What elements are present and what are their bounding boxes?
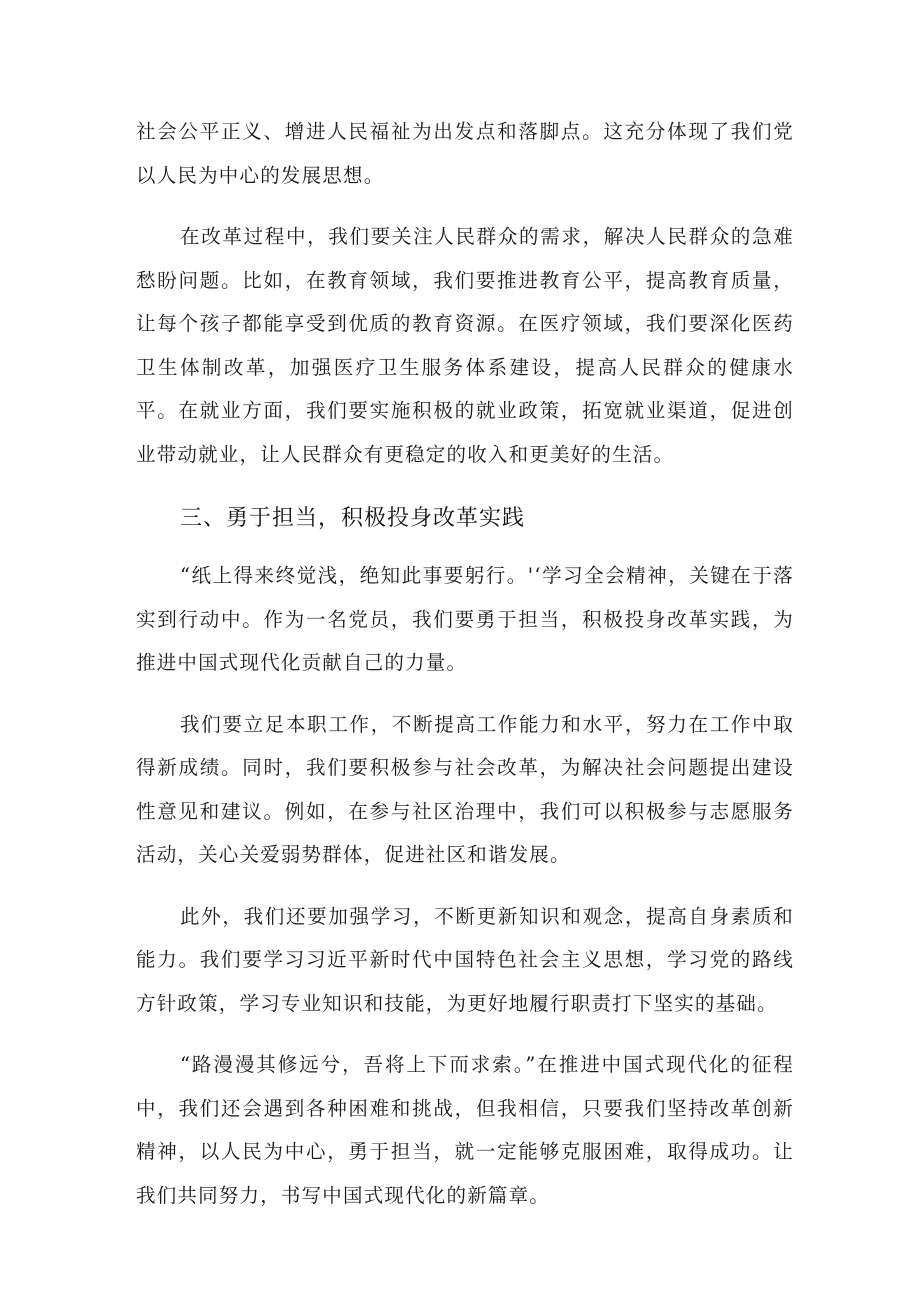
paragraph-practice: “纸上得来终觉浅，绝知此事要躬行。'‘学习全会精神，关键在于落实到行动中。作为一名党员，我们要勇于担当，积极投身改革实践，为推进中国式现代化贡献自己的力量。 bbox=[136, 564, 794, 674]
paragraph-continued: 社会公平正义、增进人民福祉为出发点和落脚点。这充分体现了我们党以人民为中心的发展思想。 bbox=[136, 120, 794, 187]
paragraph-conclusion: “路漫漫其修远兮，吾将上下而求索。”在推进中国式现代化的征程中，我们还会遇到各种困难和挑战，但我相信，只要我们坚持改革创新精神，以人民为中心，勇于担当，就一定能够克服困难，取得成功。让我们共同努力，书写中国式现代化的新篇章。 bbox=[136, 1053, 794, 1207]
section-heading: 三、勇于担当，积极投身改革实践 bbox=[180, 506, 526, 531]
paragraph-reform-needs: 在改革过程中，我们要关注人民群众的需求，解决人民群众的急难愁盼问题。比如，在教育领域，我们要推进教育公平，提高教育质量，让每个孩子都能享受到优质的教育资源。在医疗领域，我们要深化医药卫生体制改革，加强医疗卫生服务体系建设，提高人民群众的健康水平。在就业方面，我们要实施积极的就业政策，拓宽就业渠道，促进创业带动就业，让人民群众有更稳定的收入和更美好的生活。 bbox=[136, 225, 794, 466]
paragraph-duty: 我们要立足本职工作，不断提高工作能力和水平，努力在工作中取得新成绩。同时，我们要积极参与社会改革，为解决社会问题提出建设性意见和建议。例如，在参与社区治理中，我们可以积极参与志愿服务活动，关心关爱弱势群体，促进社区和谐发展。 bbox=[136, 712, 794, 866]
document-page bbox=[136, 110, 794, 1235]
paragraph-study: 此外，我们还要加强学习，不断更新知识和观念，提高自身素质和能力。我们要学习习近平新时代中国特色社会主义思想，学习党的路线方针政策，学习专业知识和技能，为更好地履行职责打下坚实的基础。 bbox=[136, 904, 794, 1015]
